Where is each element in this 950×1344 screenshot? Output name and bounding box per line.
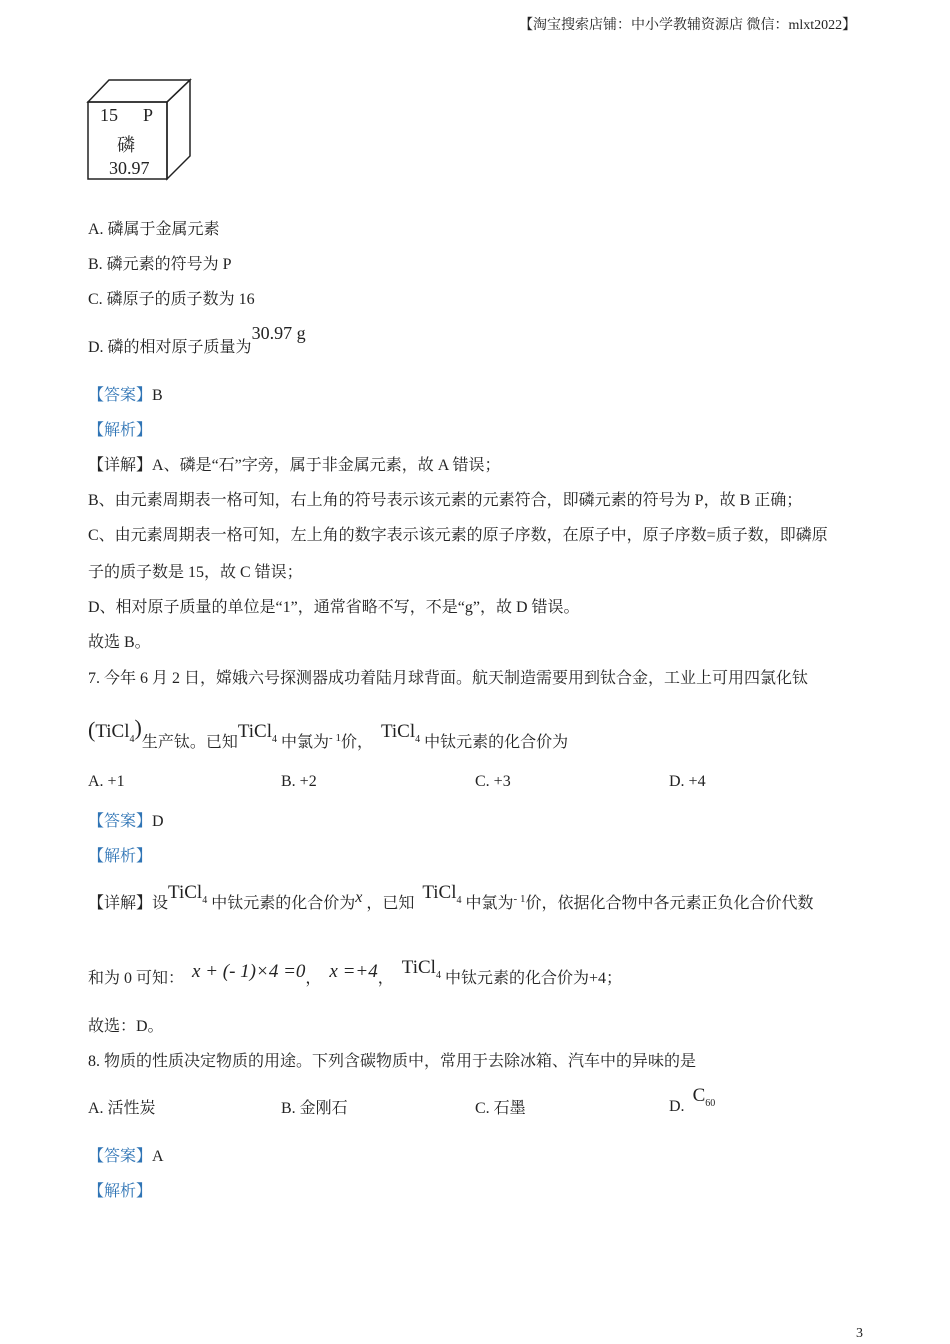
formula-ticl4 [168,882,208,906]
q8-stem: 8. 物质的性质决定物质的用途。下列含碳物质中，常用于去除冰箱、汽车中的异味的是 [88,1053,697,1070]
detail-text: 中钛元素的化合价为+4； [444,970,622,987]
formula-ticl4 [95,721,135,745]
formula-main: TiCl [422,882,457,903]
answer-tag: 【答案】 [88,387,153,404]
formula-sub: 60 [705,1098,716,1109]
answer-tag: 【答案】 [88,1148,153,1165]
answer-value: A [152,1148,164,1165]
minus-one: - 1 [513,893,526,905]
q8-option-a: A. 活性炭 [88,1100,156,1117]
formula-sub: 4 [129,734,135,745]
q7-option-d: D. +4 [669,773,706,790]
phosphorus-element-card [86,78,194,189]
formula-main: TiCl [401,957,436,978]
detail-tag: 【详解】 [88,457,153,474]
q7-stem-line-1: 7. 今年 6 月 2 日，嫦娥六号探测器成功着陆月球背面。航天制造需要用到钛合金，工业上可用四氯化钛 [88,670,809,687]
q8-option-d [669,1085,716,1117]
formula-ticl4 [237,721,278,745]
formula-ticl4 [422,882,462,906]
answer-value: B [152,387,163,404]
formula-main: TiCl [237,721,273,742]
q6-option-a: A. 磷属于金属元素 [88,221,220,238]
formula-main: TiCl [168,882,203,903]
element-symbol: P [143,105,154,125]
atomic-mass: 30.97 [109,158,150,178]
q6-detail-2: B、由元素周期表一格可知，右上角的符号表示该元素的元素符合，即磷元素的符号为 P，故 B 正确； [88,492,803,509]
q6-option-c: C. 磷原子的质子数为 16 [88,291,255,308]
detail-text: 设 [152,895,169,912]
q7-detail-line-1 [88,882,814,914]
detail-text: 中氯为 [465,895,514,912]
minus-one: - 1 [329,732,341,744]
formula-sub: 4 [415,734,421,745]
element-name: 磷 [117,135,135,155]
detail-text: 价，依据化合物中各元素正负化合价代数 [525,895,814,912]
answer-value: D [152,813,164,830]
q6-option-d-text: D. 磷的相对原子质量为 [88,339,252,356]
q8-option-b: B. 金刚石 [281,1100,348,1117]
stem-text: 生产钛。已知 [141,734,238,751]
variable-x: x [355,889,363,906]
formula-ticl4 [380,721,421,745]
q7-analysis-tag: 【解析】 [88,848,153,865]
option-label: D. [669,1098,685,1115]
formula-main: TiCl [95,721,130,742]
q7-stem-line-2 [88,715,569,753]
detail-text: ，已知 [366,895,415,912]
q6-option-d [88,323,306,357]
q7-answer [88,808,164,831]
equation-1: x + (- 1)×4 =0 [192,961,306,982]
stem-text: 中钛元素的化合价为 [424,734,569,751]
q6-option-b: B. 磷元素的符号为 P [88,256,232,273]
paren-open: ( [88,717,96,742]
formula-main: C [692,1085,706,1106]
q7-option-a: A. +1 [88,773,125,790]
q8-option-c: C. 石墨 [475,1100,526,1117]
q7-detail-line-2 [88,957,622,989]
formula-sub: 4 [435,970,441,981]
paren-close: ) [134,715,142,740]
q6-detail-1 [88,452,500,475]
comma: ， [377,970,394,987]
q7-option-b: B. +2 [281,773,317,790]
detail-tag: 【详解】 [88,895,153,912]
q6-detail-4: D、相对原子质量的单位是“1”，通常省略不写，不是“g”，故 D 错误。 [88,599,580,616]
equation-2: x =+4 [329,961,378,982]
q7-conclusion: 故选：D。 [88,1018,164,1035]
q6-analysis-tag: 【解析】 [88,422,153,439]
q6-option-d-value: 30.97 g [251,323,306,343]
formula-ticl4 [401,957,441,981]
comma: ， [305,970,322,987]
formula-sub: 4 [202,895,208,906]
detail-text: A、磷是“石”字旁，属于非金属元素，故 A 错误； [152,457,501,474]
q6-detail-3a: C、由元素周期表一格可知，左上角的数字表示该元素的原子序数，在原子中，原子序数=质子数，即磷原 [88,527,828,544]
q7-option-c: C. +3 [475,773,511,790]
q8-answer [88,1143,164,1166]
stem-text: 价， [340,734,373,751]
atomic-number: 15 [100,105,118,125]
detail-text: 和为 0 可知： [88,970,185,987]
q6-answer [88,382,163,405]
formula-sub: 4 [456,895,462,906]
page-header: 【淘宝搜索店铺：中小学教辅资源店 微信：mlxt2022】 [519,18,857,33]
q8-analysis-tag: 【解析】 [88,1183,153,1200]
page-number: 3 [856,1326,863,1341]
formula-sub: 4 [272,734,278,745]
answer-tag: 【答案】 [88,813,153,830]
formula-main: TiCl [380,721,416,742]
formula-c60 [692,1085,716,1109]
q6-conclusion: 故选 B。 [88,634,151,651]
stem-text: 中氯为 [281,734,330,751]
q6-detail-3b: 子的质子数是 15，故 C 错误； [88,564,303,581]
detail-text: 中钛元素的化合价为 [211,895,356,912]
